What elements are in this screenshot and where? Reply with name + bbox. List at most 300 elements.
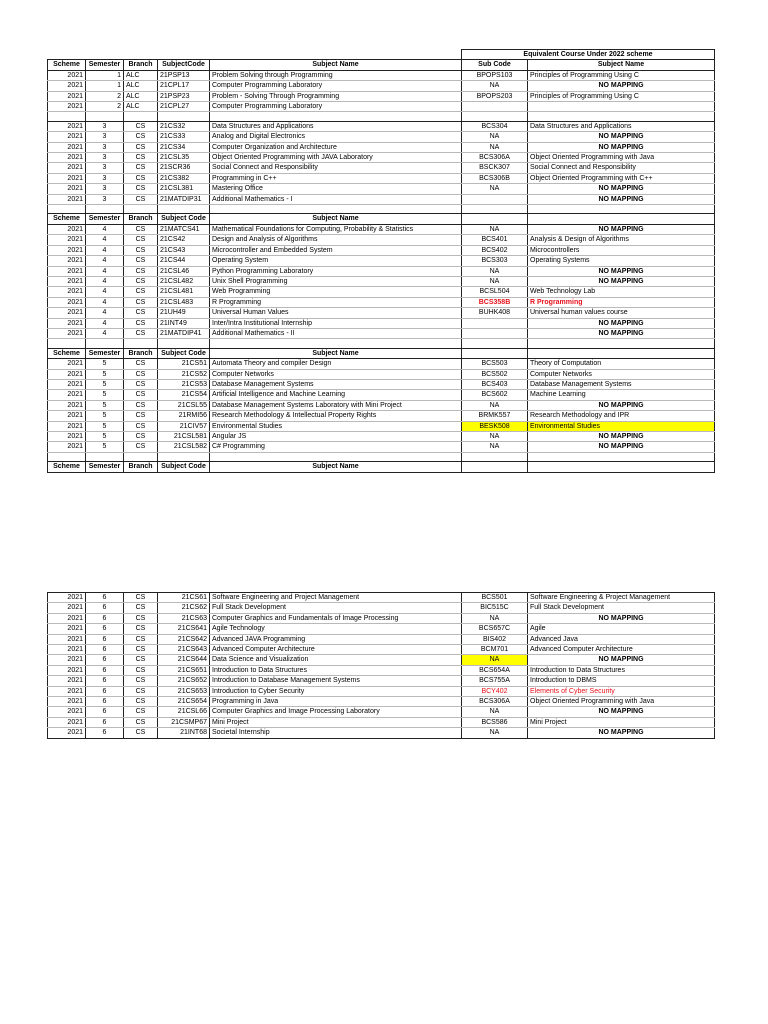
new-sub-code-cell: NA	[462, 613, 528, 623]
semester-cell: 5	[86, 421, 124, 431]
branch-cell: CS	[124, 318, 158, 328]
semester-cell: 5	[86, 442, 124, 452]
blank-cell	[158, 339, 210, 348]
new-subject-name-cell: NO MAPPING	[528, 328, 715, 338]
column-header: Sub Code	[462, 60, 528, 70]
semester-cell: 4	[86, 245, 124, 255]
subject-code-cell: 21CS34	[158, 142, 210, 152]
table-row	[48, 442, 715, 452]
table-row	[48, 697, 715, 707]
subject-code-cell: 21CS61	[158, 593, 210, 603]
blank-cell	[528, 205, 715, 214]
subject-name-cell: Data Science and Visualization	[210, 655, 462, 665]
subject-name-cell: Problem - Solving Through Programming	[210, 91, 462, 101]
new-sub-code-cell: NA	[462, 655, 528, 665]
subject-name-cell: Mini Project	[210, 717, 462, 727]
new-subject-name-cell: NO MAPPING	[528, 613, 715, 623]
semester-cell: 3	[86, 132, 124, 142]
new-sub-code-cell: BCS401	[462, 235, 528, 245]
new-subject-name-cell: Mini Project	[528, 717, 715, 727]
new-sub-code-cell: BSCK307	[462, 163, 528, 173]
blank-cell	[86, 50, 124, 60]
blank-cell	[528, 339, 715, 348]
subject-name-cell: Web Programming	[210, 287, 462, 297]
branch-cell: CS	[124, 624, 158, 634]
branch-cell: CS	[124, 655, 158, 665]
semester-cell: 3	[86, 173, 124, 183]
scheme-cell: 2021	[48, 142, 86, 152]
subject-name-cell: Analog and Digital Electronics	[210, 132, 462, 142]
table-row	[48, 194, 715, 204]
subject-code-cell: 21MATDIP31	[158, 194, 210, 204]
semester-cell: 4	[86, 276, 124, 286]
subject-name-cell: Computer Networks	[210, 369, 462, 379]
subject-code-cell: 21MATCS41	[158, 224, 210, 234]
subject-code-cell: 21CSL66	[158, 707, 210, 717]
subject-name-cell: Database Management Systems	[210, 379, 462, 389]
semester-cell: 3	[86, 121, 124, 131]
subject-name-cell: Computer Programming Laboratory	[210, 102, 462, 112]
subject-code-cell: 21CS43	[158, 245, 210, 255]
new-subject-name-cell: Agile	[528, 624, 715, 634]
subject-code-cell: 21CS644	[158, 655, 210, 665]
new-subject-name-cell: Software Engineering & Project Management	[528, 593, 715, 603]
column-header: SubjectCode	[158, 60, 210, 70]
table-row	[48, 276, 715, 286]
subject-code-cell: 21CIV57	[158, 421, 210, 431]
scheme-cell: 2021	[48, 634, 86, 644]
new-subject-name-cell: NO MAPPING	[528, 194, 715, 204]
table-row	[48, 603, 715, 613]
new-sub-code-cell: BCS304	[462, 121, 528, 131]
new-sub-code-cell: BCS755A	[462, 676, 528, 686]
new-subject-name-cell: NO MAPPING	[528, 431, 715, 441]
subject-code-cell: 21CSL581	[158, 431, 210, 441]
scheme-cell: 2021	[48, 645, 86, 655]
table-header-row	[48, 462, 715, 472]
subject-name-cell: Additional Mathematics - I	[210, 194, 462, 204]
column-header: Semester	[86, 462, 124, 472]
branch-cell: CS	[124, 121, 158, 131]
new-subject-name-cell: Advanced Java	[528, 634, 715, 644]
semester-cell: 1	[86, 81, 124, 91]
subject-name-cell: Operating System	[210, 256, 462, 266]
column-header: Branch	[124, 214, 158, 224]
scheme-cell: 2021	[48, 91, 86, 101]
scheme-cell: 2021	[48, 235, 86, 245]
semester-cell: 6	[86, 603, 124, 613]
scheme-cell: 2021	[48, 728, 86, 738]
column-header: Subject Name	[528, 60, 715, 70]
blank-cell	[86, 205, 124, 214]
scheme-cell: 2021	[48, 593, 86, 603]
column-header: Semester	[86, 214, 124, 224]
subject-name-cell: Additional Mathematics - II	[210, 328, 462, 338]
new-sub-code-cell: BPOPS103	[462, 70, 528, 80]
branch-cell: CS	[124, 379, 158, 389]
table-row	[48, 245, 715, 255]
blank-cell	[462, 205, 528, 214]
subject-name-cell: Database Management Systems Laboratory with Mini Project	[210, 400, 462, 410]
branch-cell: CS	[124, 665, 158, 675]
course-mapping-table-sem1-5	[47, 49, 715, 473]
subject-code-cell: 21CS651	[158, 665, 210, 675]
new-sub-code-cell: BCSL504	[462, 287, 528, 297]
table-header-row	[48, 348, 715, 358]
new-sub-code-cell: NA	[462, 142, 528, 152]
table-row	[48, 184, 715, 194]
new-sub-code-cell	[462, 328, 528, 338]
branch-cell: CS	[124, 287, 158, 297]
new-subject-name-cell: NO MAPPING	[528, 184, 715, 194]
new-subject-name-cell: Web Technology Lab	[528, 287, 715, 297]
subject-name-cell: Programming in C++	[210, 173, 462, 183]
branch-cell: CS	[124, 224, 158, 234]
new-subject-name-cell: Full Stack Development	[528, 603, 715, 613]
column-header: Scheme	[48, 214, 86, 224]
blank-cell	[462, 452, 528, 461]
semester-cell: 4	[86, 235, 124, 245]
new-subject-name-cell: Object Oriented Programming with Java	[528, 697, 715, 707]
subject-name-cell: Object Oriented Programming with JAVA Laboratory	[210, 153, 462, 163]
subject-name-cell: Advanced Computer Architecture	[210, 645, 462, 655]
scheme-cell: 2021	[48, 707, 86, 717]
scheme-cell: 2021	[48, 163, 86, 173]
branch-cell: ALC	[124, 91, 158, 101]
blank-cell	[48, 112, 86, 121]
new-sub-code-cell: BCY402	[462, 686, 528, 696]
new-subject-name-cell: NO MAPPING	[528, 142, 715, 152]
blank-cell	[462, 339, 528, 348]
scheme-cell: 2021	[48, 369, 86, 379]
subject-code-cell: 21CS654	[158, 697, 210, 707]
semester-cell: 4	[86, 266, 124, 276]
semester-cell: 4	[86, 328, 124, 338]
new-subject-name-cell: NO MAPPING	[528, 276, 715, 286]
spacer-row	[48, 339, 715, 348]
scheme-cell: 2021	[48, 81, 86, 91]
table-row	[48, 287, 715, 297]
new-subject-name-cell: Object Oriented Programming with Java	[528, 153, 715, 163]
new-sub-code-cell: NA	[462, 442, 528, 452]
subject-name-cell: Full Stack Development	[210, 603, 462, 613]
table-row	[48, 707, 715, 717]
branch-cell: CS	[124, 132, 158, 142]
new-sub-code-cell: BCS502	[462, 369, 528, 379]
subject-name-cell: Introduction to Data Structures	[210, 665, 462, 675]
semester-cell: 2	[86, 91, 124, 101]
new-sub-code-cell: NA	[462, 707, 528, 717]
scheme-cell: 2021	[48, 70, 86, 80]
semester-cell: 2	[86, 102, 124, 112]
table-row	[48, 379, 715, 389]
semester-cell: 6	[86, 697, 124, 707]
scheme-cell: 2021	[48, 421, 86, 431]
subject-name-cell: Research Methodology & Intellectual Property Rights	[210, 411, 462, 421]
semester-cell: 6	[86, 707, 124, 717]
semester-cell: 4	[86, 308, 124, 318]
column-header: Branch	[124, 348, 158, 358]
table-row	[48, 686, 715, 696]
new-subject-name-cell: NO MAPPING	[528, 132, 715, 142]
semester-cell: 5	[86, 400, 124, 410]
scheme-cell: 2021	[48, 245, 86, 255]
subject-code-cell: 21CSL582	[158, 442, 210, 452]
column-header: Scheme	[48, 462, 86, 472]
subject-code-cell: 21CS33	[158, 132, 210, 142]
blank-cell	[462, 112, 528, 121]
table-row	[48, 81, 715, 91]
scheme-cell: 2021	[48, 328, 86, 338]
new-subject-name-cell: Introduction to DBMS	[528, 676, 715, 686]
branch-cell: CS	[124, 369, 158, 379]
blank-cell	[158, 50, 210, 60]
subject-name-cell: Societal Internship	[210, 728, 462, 738]
branch-cell: ALC	[124, 81, 158, 91]
table-row	[48, 91, 715, 101]
subject-code-cell: 21CSL46	[158, 266, 210, 276]
column-header: Subject Name	[210, 462, 462, 472]
table-row	[48, 431, 715, 441]
new-sub-code-cell: NA	[462, 81, 528, 91]
new-subject-name-cell: Elements of Cyber Security	[528, 686, 715, 696]
new-subject-name-cell: Computer Networks	[528, 369, 715, 379]
table-row	[48, 634, 715, 644]
scheme-cell: 2021	[48, 194, 86, 204]
semester-cell: 6	[86, 728, 124, 738]
table-row	[48, 328, 715, 338]
subject-code-cell: 21CSL481	[158, 287, 210, 297]
subject-name-cell: Artificial Intelligence and Machine Learning	[210, 390, 462, 400]
branch-cell: CS	[124, 235, 158, 245]
new-subject-name-cell: NO MAPPING	[528, 400, 715, 410]
subject-name-cell: Problem Solving through Programming	[210, 70, 462, 80]
branch-cell: CS	[124, 256, 158, 266]
branch-cell: CS	[124, 707, 158, 717]
new-sub-code-cell: NA	[462, 431, 528, 441]
table-header-row	[48, 60, 715, 70]
scheme-cell: 2021	[48, 266, 86, 276]
course-mapping-table-sem6	[47, 592, 715, 739]
subject-code-cell: 21RMI56	[158, 411, 210, 421]
column-header: Subject Name	[210, 348, 462, 358]
blank-cell	[124, 50, 158, 60]
scheme-cell: 2021	[48, 697, 86, 707]
branch-cell: CS	[124, 686, 158, 696]
blank-cell	[528, 112, 715, 121]
column-header	[462, 348, 528, 358]
scheme-cell: 2021	[48, 603, 86, 613]
subject-code-cell: 21CPL17	[158, 81, 210, 91]
semester-cell: 6	[86, 676, 124, 686]
new-sub-code-cell: BESK508	[462, 421, 528, 431]
new-subject-name-cell	[528, 102, 715, 112]
new-sub-code-cell: BCS306A	[462, 153, 528, 163]
new-sub-code-cell: BRMK557	[462, 411, 528, 421]
spacer-row	[48, 112, 715, 121]
semester-cell: 3	[86, 142, 124, 152]
spacer-row	[48, 205, 715, 214]
table-row	[48, 400, 715, 410]
subject-name-cell: Social Connect and Responsibility	[210, 163, 462, 173]
branch-cell: CS	[124, 184, 158, 194]
subject-name-cell: R Programming	[210, 297, 462, 307]
blank-cell	[528, 452, 715, 461]
semester-cell: 3	[86, 184, 124, 194]
column-header: Branch	[124, 60, 158, 70]
scheme-cell: 2021	[48, 153, 86, 163]
scheme-cell: 2021	[48, 676, 86, 686]
branch-cell: ALC	[124, 102, 158, 112]
branch-cell: CS	[124, 728, 158, 738]
subject-name-cell: Automata Theory and compiler Design	[210, 359, 462, 369]
subject-name-cell: Angular JS	[210, 431, 462, 441]
scheme-cell: 2021	[48, 297, 86, 307]
new-sub-code-cell: BCS654A	[462, 665, 528, 675]
new-sub-code-cell	[462, 194, 528, 204]
table-row	[48, 256, 715, 266]
new-sub-code-cell	[462, 102, 528, 112]
table-row	[48, 297, 715, 307]
semester-cell: 4	[86, 297, 124, 307]
subject-name-cell: Introduction to Database Management Systems	[210, 676, 462, 686]
branch-cell: CS	[124, 328, 158, 338]
scheme-cell: 2021	[48, 318, 86, 328]
new-subject-name-cell: NO MAPPING	[528, 266, 715, 276]
new-sub-code-cell: NA	[462, 400, 528, 410]
branch-cell: CS	[124, 359, 158, 369]
semester-cell: 4	[86, 318, 124, 328]
table-header-row	[48, 214, 715, 224]
column-header: Scheme	[48, 348, 86, 358]
semester-cell: 3	[86, 194, 124, 204]
new-subject-name-cell: Principles of Programming Using C	[528, 70, 715, 80]
new-sub-code-cell: BCS501	[462, 593, 528, 603]
table-row	[48, 421, 715, 431]
semester-cell: 6	[86, 665, 124, 675]
branch-cell: CS	[124, 697, 158, 707]
branch-cell: CS	[124, 153, 158, 163]
table-row	[48, 132, 715, 142]
subject-code-cell: 21SCR36	[158, 163, 210, 173]
branch-cell: CS	[124, 142, 158, 152]
subject-code-cell: 21PSP23	[158, 91, 210, 101]
subject-name-cell: Mathematical Foundations for Computing, Probability & Statistics	[210, 224, 462, 234]
blank-cell	[210, 50, 462, 60]
semester-cell: 6	[86, 593, 124, 603]
subject-code-cell: 21CSL482	[158, 276, 210, 286]
subject-code-cell: 21CS653	[158, 686, 210, 696]
new-subject-name-cell: Advanced Computer Architecture	[528, 645, 715, 655]
scheme-cell: 2021	[48, 379, 86, 389]
branch-cell: CS	[124, 266, 158, 276]
blank-cell	[210, 112, 462, 121]
semester-cell: 4	[86, 287, 124, 297]
semester-cell: 5	[86, 379, 124, 389]
scheme-cell: 2021	[48, 717, 86, 727]
scheme-cell: 2021	[48, 442, 86, 452]
table-row	[48, 142, 715, 152]
equivalent-course-title: Equivalent Course Under 2022 scheme	[462, 50, 715, 60]
new-subject-name-cell: NO MAPPING	[528, 81, 715, 91]
new-sub-code-cell: BUHK408	[462, 308, 528, 318]
table-row	[48, 359, 715, 369]
blank-cell	[158, 452, 210, 461]
blank-cell	[210, 205, 462, 214]
new-subject-name-cell: Social Connect and Responsibility	[528, 163, 715, 173]
new-sub-code-cell: BCS402	[462, 245, 528, 255]
subject-code-cell: 21CS54	[158, 390, 210, 400]
scheme-cell: 2021	[48, 411, 86, 421]
column-header: Subject Name	[210, 214, 462, 224]
new-subject-name-cell: Principles of Programming Using C	[528, 91, 715, 101]
subject-name-cell: Introduction to Cyber Security	[210, 686, 462, 696]
table-row	[48, 318, 715, 328]
new-sub-code-cell: BIC515C	[462, 603, 528, 613]
table-row	[48, 266, 715, 276]
blank-cell	[210, 452, 462, 461]
new-sub-code-cell: BCM701	[462, 645, 528, 655]
subject-name-cell: Software Engineering and Project Management	[210, 593, 462, 603]
scheme-cell: 2021	[48, 400, 86, 410]
semester-cell: 6	[86, 634, 124, 644]
column-header: Scheme	[48, 60, 86, 70]
subject-name-cell: Microcontroller and Embedded System	[210, 245, 462, 255]
subject-name-cell: Programming in Java	[210, 697, 462, 707]
semester-cell: 1	[86, 70, 124, 80]
subject-code-cell: 21INT68	[158, 728, 210, 738]
new-sub-code-cell: NA	[462, 276, 528, 286]
column-header	[528, 214, 715, 224]
semester-cell: 6	[86, 624, 124, 634]
scheme-cell: 2021	[48, 686, 86, 696]
table-row	[48, 717, 715, 727]
branch-cell: CS	[124, 390, 158, 400]
subject-name-cell: Python Programming Laboratory	[210, 266, 462, 276]
table-row	[48, 390, 715, 400]
subject-code-cell: 21UH49	[158, 308, 210, 318]
branch-cell: ALC	[124, 70, 158, 80]
new-subject-name-cell: Research Methodology and IPR	[528, 411, 715, 421]
branch-cell: CS	[124, 613, 158, 623]
scheme-cell: 2021	[48, 276, 86, 286]
semester-cell: 3	[86, 163, 124, 173]
new-subject-name-cell: NO MAPPING	[528, 728, 715, 738]
subject-code-cell: 21MATDIP41	[158, 328, 210, 338]
table-row	[48, 369, 715, 379]
new-sub-code-cell: BCS586	[462, 717, 528, 727]
subject-code-cell: 21CS53	[158, 379, 210, 389]
blank-cell	[158, 112, 210, 121]
new-sub-code-cell: NA	[462, 132, 528, 142]
new-sub-code-cell: BCS503	[462, 359, 528, 369]
branch-cell: CS	[124, 603, 158, 613]
subject-name-cell: Environmental Studies	[210, 421, 462, 431]
subject-code-cell: 21CS643	[158, 645, 210, 655]
semester-cell: 4	[86, 256, 124, 266]
column-header	[462, 214, 528, 224]
scheme-cell: 2021	[48, 132, 86, 142]
column-header: Subject Name	[210, 60, 462, 70]
branch-cell: CS	[124, 645, 158, 655]
new-subject-name-cell: Theory of Computation	[528, 359, 715, 369]
new-subject-name-cell: Operating Systems	[528, 256, 715, 266]
scheme-cell: 2021	[48, 224, 86, 234]
subject-name-cell: Unix Shell Programming	[210, 276, 462, 286]
branch-cell: CS	[124, 297, 158, 307]
new-subject-name-cell: NO MAPPING	[528, 655, 715, 665]
subject-code-cell: 21CS42	[158, 235, 210, 245]
